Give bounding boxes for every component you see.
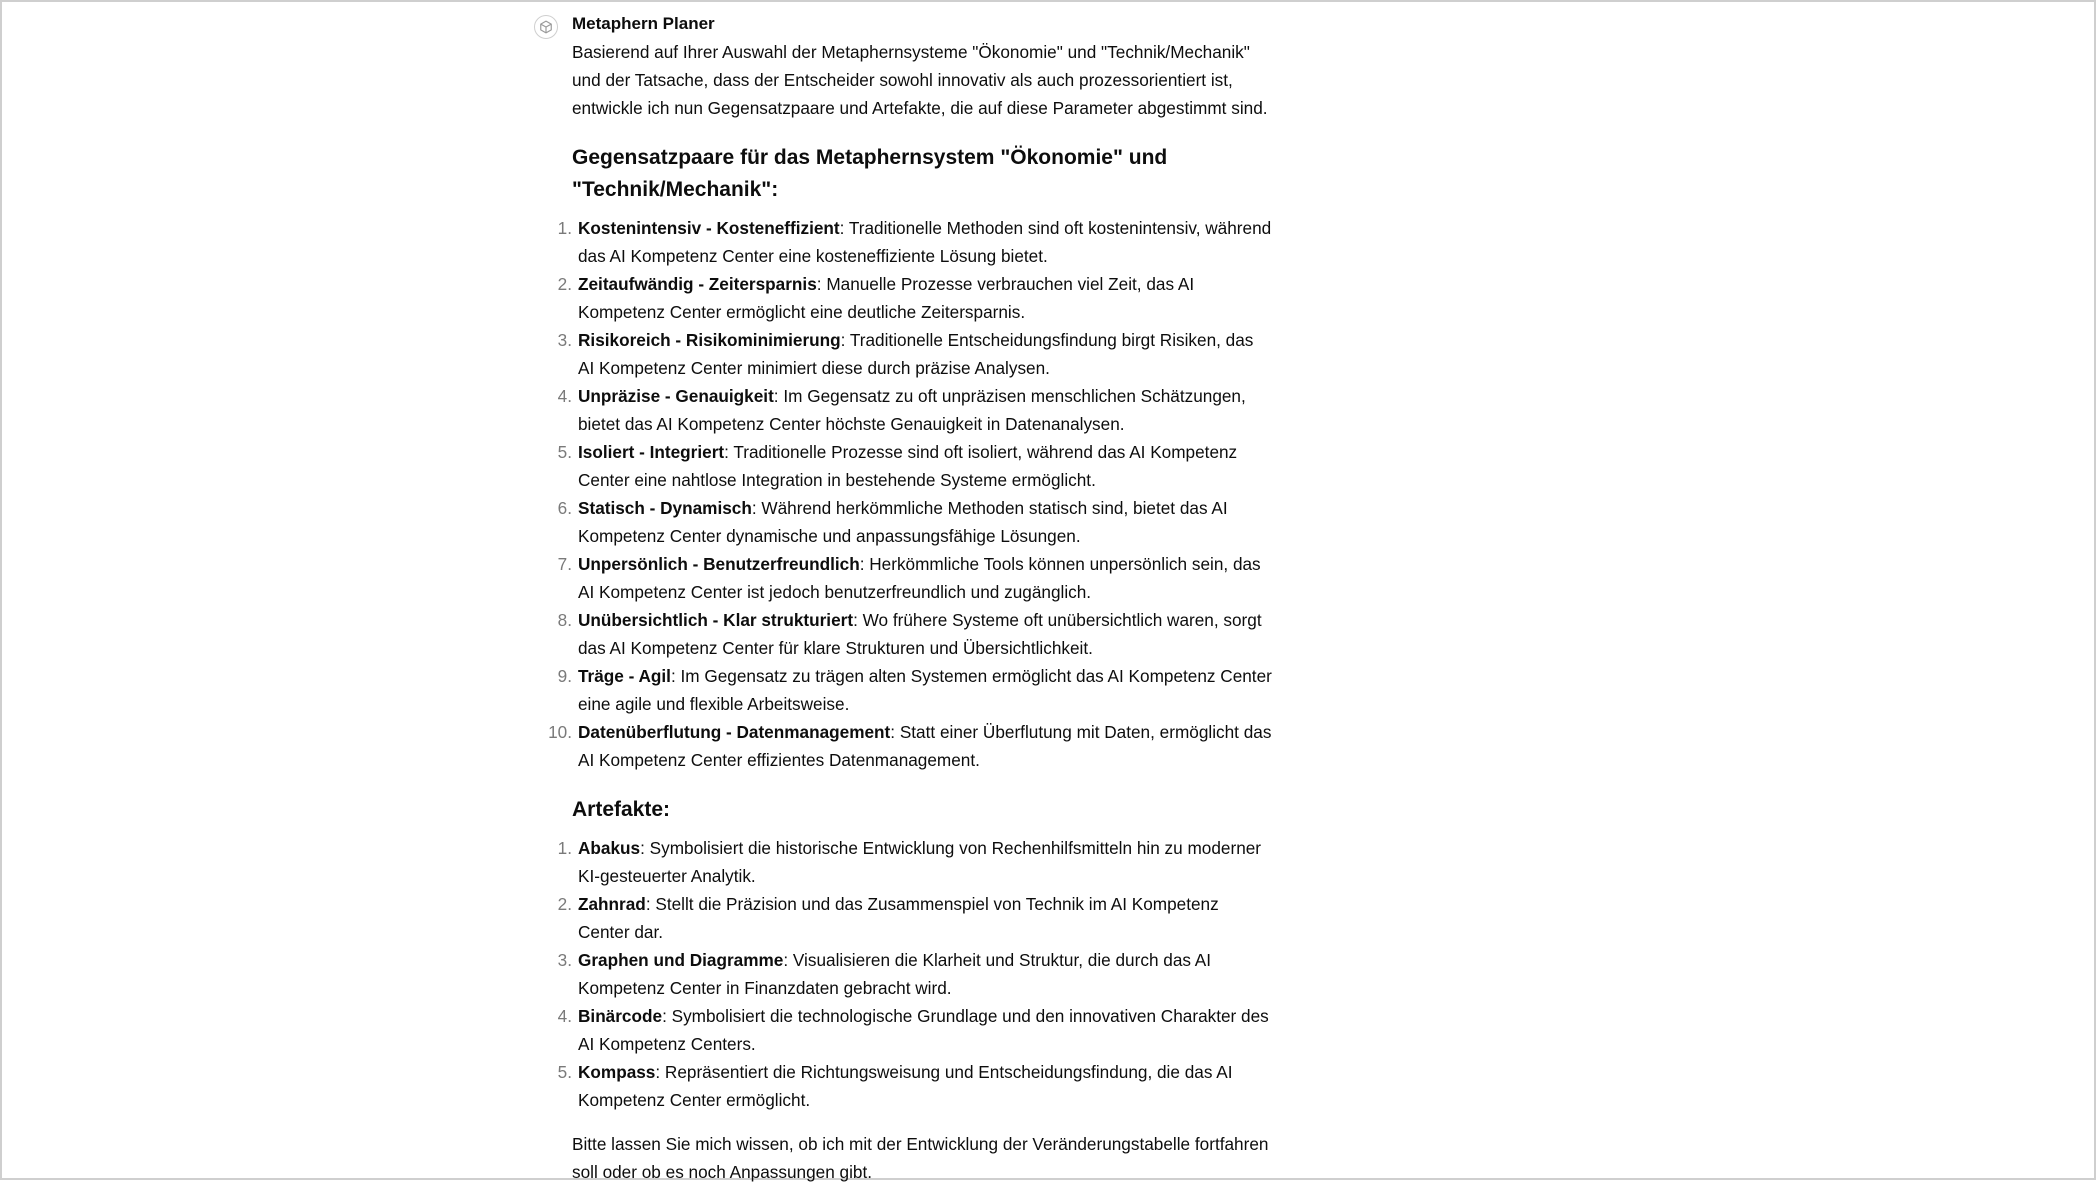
item-term: Zahnrad [578,894,646,914]
list-number: 5. [557,442,572,462]
item-text: : Traditionelle Methoden sind oft kostenintensiv, während das AI Kompetenz Center eine kosteneffiziente Lösung bietet. [578,218,1272,266]
item-text: : Traditionelle Entscheidungsfindung birgt Risiken, das AI Kompetenz Center minimiert diese durch präzise Analysen. [578,330,1254,378]
item-text: : Während herkömmliche Methoden statisch sind, bietet das AI Kompetenz Center dynamische und anpassungsfähige Lösungen. [578,498,1228,546]
list-number: 4. [557,1006,572,1026]
item-text: : Im Gegensatz zu trägen alten Systemen ermöglicht das AI Kompetenz Center eine agile und flexible Arbeitsweise. [578,666,1272,714]
list-item [557,438,1272,494]
list-number: 2. [557,894,572,914]
item-text: : Traditionelle Prozesse sind oft isoliert, während das AI Kompetenz Center eine nahtlose Integration in bestehende Systeme ermöglicht. [578,442,1238,490]
list-item [557,606,1272,662]
list-item [557,946,1272,1002]
artefakte-list [557,834,1272,1114]
gegensatzpaare-list [548,214,1272,774]
item-text: : Manuelle Prozesse verbrauchen viel Zeit, das AI Kompetenz Center ermöglicht eine deutliche Zeitersparnis. [578,274,1195,322]
item-term: Unpersönlich - Benutzerfreundlich [578,554,860,574]
list-number: 1. [557,838,572,858]
list-item [557,550,1272,606]
section-heading-artefakte: Artefakte: [572,798,671,821]
list-number: 7. [557,554,572,574]
item-term: Datenüberflutung - Datenmanagement [578,722,891,742]
list-item [557,382,1272,438]
item-term: Unpräzise - Genauigkeit [578,386,774,406]
list-number: 3. [557,950,572,970]
list-item [548,718,1272,774]
item-term: Kompass [578,1062,656,1082]
outro-paragraph: Bitte lassen Sie mich wissen, ob ich mit der Entwicklung der Veränderungstabelle fortfahren soll oder ob es noch Anpassungen gibt. [572,1134,1269,1182]
item-text: : Im Gegensatz zu oft unpräzisen menschlichen Schätzungen, bietet das AI Kompetenz Center höchste Genauigkeit in Datenanalysen. [578,386,1246,434]
list-number: 4. [557,386,572,406]
list-item [557,270,1272,326]
list-item [557,662,1272,718]
item-text: : Symbolisiert die technologische Grundlage und den innovativen Charakter des AI Kompetenz Centers. [578,1006,1269,1054]
item-text: : Visualisieren die Klarheit und Struktur, die durch das AI Kompetenz Center in Finanzdaten gebracht wird. [578,950,1212,998]
item-term: Graphen und Diagramme [578,950,784,970]
list-number: 1. [557,218,572,238]
list-number: 3. [557,330,572,350]
item-text: : Statt einer Überflutung mit Daten, ermöglicht das AI Kompetenz Center effizientes Datenmanagement. [578,722,1272,770]
list-number: 10. [548,722,572,742]
list-item [557,326,1272,382]
intro-paragraph: Basierend auf Ihrer Auswahl der Metaphernsysteme "Ökonomie" und "Technik/Mechanik" und der Tatsache, dass der Entscheider sowohl innovativ als auch prozessorientiert ist, entwickle ich nun Gegensatzpaare und Artefakte, die auf diese Parameter abgestimmt sind. [572,42,1268,118]
list-item [557,890,1272,946]
assistant-avatar-icon [534,15,558,39]
item-text: : Stellt die Präzision und das Zusammenspiel von Technik im AI Kompetenz Center dar. [578,894,1219,942]
list-number: 6. [557,498,572,518]
item-text: : Herkömmliche Tools können unpersönlich sein, das AI Kompetenz Center ist jedoch benutzerfreundlich und zugänglich. [578,554,1261,602]
item-term: Unübersichtlich - Klar strukturiert [578,610,854,630]
item-term: Isoliert - Integriert [578,442,725,462]
item-term: Abakus [578,838,641,858]
item-term: Binärcode [578,1006,663,1026]
item-text: : Repräsentiert die Richtungsweisung und Entscheidungsfindung, die das AI Kompetenz Center ermöglicht. [578,1062,1233,1110]
list-item [557,834,1272,890]
list-item [557,214,1272,270]
list-number: 9. [557,666,572,686]
author-name: Metaphern Planer [572,14,715,33]
list-number: 5. [557,1062,572,1082]
list-item [557,1002,1272,1058]
item-term: Zeitaufwändig - Zeitersparnis [578,274,817,294]
section-heading-gegensatzpaare: Gegensatzpaare für das Metaphernsystem "Ökonomie" und "Technik/Mechanik": [572,146,1168,201]
message-content [548,10,1272,1186]
item-text: : Wo frühere Systeme oft unübersichtlich waren, sorgt das AI Kompetenz Center für klare Strukturen und Übersichtlichkeit. [578,610,1262,658]
list-item [557,494,1272,550]
list-number: 2. [557,274,572,294]
item-term: Träge - Agil [578,666,671,686]
item-term: Statisch - Dynamisch [578,498,752,518]
list-number: 8. [557,610,572,630]
item-text: : Symbolisiert die historische Entwicklung von Rechenhilfsmitteln hin zu moderner KI-gesteuerter Analytik. [578,838,1262,886]
item-term: Risikoreich - Risikominimierung [578,330,841,350]
list-item [557,1058,1272,1114]
item-term: Kostenintensiv - Kosteneffizient [578,218,840,238]
